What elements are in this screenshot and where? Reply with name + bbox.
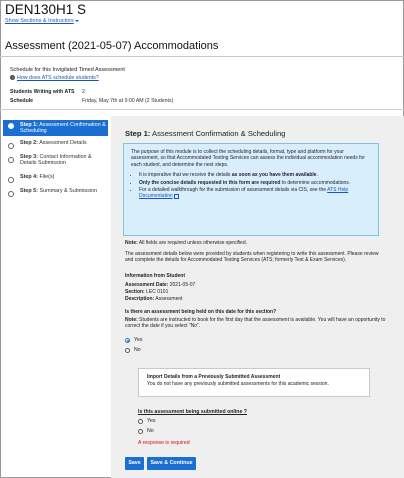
ats-help-link-label: How does ATS schedule students? [17,75,99,81]
step-heading [125,129,285,138]
step-label: Summary & Submission [39,188,98,194]
radio-icon[interactable] [138,419,143,424]
info-bullet: • It is imperative that we receive the details as soon as you have them available. [139,172,371,178]
ats-help-documentation-link[interactable]: ATS Help Documentation [139,187,349,200]
info-intro: The purpose of this module is to collect the scheduling details, format, type and platform for your assessment, so that Accommodated Testing Services can assess the individual accommodation needs for each student, and determine the next steps. [131,149,365,168]
info-bullet: • Only the concise details requested in this form are required to determine accommodations. [139,180,371,186]
step-prefix: Step 1: [20,122,38,128]
radio-checked-icon[interactable] [125,338,130,343]
main-content [111,116,404,478]
step-label: Assessment Confirmation & Scheduling [20,122,106,134]
step-label: Assessment Details [39,140,87,146]
held-yes-option[interactable]: Yes [125,337,142,343]
students-writing-value: 2 [82,89,85,95]
online-yes-option[interactable]: Yes [138,418,155,424]
online-no-option[interactable]: No [138,428,154,434]
step-circle-icon [8,177,14,183]
step-prefix: Step 4: [20,174,38,180]
info-from-student-heading: Information from Student [125,273,185,279]
step-label: File(s) [39,174,55,180]
description-field: Description: Assessment [125,296,183,302]
step-circle-icon [8,123,14,129]
schedule-title: Schedule for this Invigilated Timed Assessment [10,67,125,73]
step-circle-icon [8,157,14,163]
import-title: Import Details from a Previously Submitted Assessment [147,374,281,380]
held-question-note: Note: Students are instructed to book for the first day that the assessment is available. You will have an opportunity to correct the date if you select "No". [125,317,386,330]
held-no-option[interactable]: No [125,347,141,353]
course-code: DEN130H1 S [5,2,87,17]
online-question: Is this assessment being submitted online ? [138,409,247,415]
page-title: Assessment (2021-05-07) Accommodations [5,40,219,52]
show-sections-label: Show Sections & Instructors [5,18,74,24]
external-link-icon [174,194,179,199]
step-prefix: Step 2: [20,140,38,146]
schedule-value: Friday, May 7th at 9:00 AM (2 Students) [82,98,174,104]
steps-sidebar [0,116,110,478]
divider [0,56,404,57]
ats-help-link[interactable] [10,75,99,81]
radio-icon[interactable] [125,348,130,353]
step-5-item[interactable] [3,188,108,194]
import-text: You do not have any previously submitted assessments for this academic session. [147,380,329,387]
import-details-box [138,368,370,397]
question-icon: ? [11,75,14,81]
step-2-item[interactable] [3,140,108,146]
step-prefix: Step 3: [20,154,38,160]
show-sections-link[interactable] [5,18,79,24]
students-writing-label: Students Writing with ATS [10,89,75,95]
section-field: Section: LEC 0101 [125,289,169,295]
schedule-label: Schedule [10,98,34,104]
radio-icon[interactable] [138,429,143,434]
save-button[interactable]: Save [125,457,144,470]
caret-down-icon [75,20,79,22]
divider [0,109,404,110]
step-prefix: Step 5: [20,188,38,194]
assessment-date-field: Assessment Date: 2021-05-07 [125,282,196,288]
step-1-item[interactable] [3,120,108,136]
save-continue-button[interactable]: Save & Continue [147,457,196,470]
step-circle-icon [8,191,14,197]
provided-details-text: The assessment details below were provided by students when registering to write this assessment. Please review and complete the details for Accommodated Testing Services (ATS; formerly Test & Exam Services). [125,251,379,264]
step-3-item[interactable] [3,154,108,166]
step-heading-prefix: Step 1: [125,129,151,138]
info-bullet: • For a detailed walkthrough for the submission of assessment details via CIS, see the ATS Help Documentation [139,187,371,200]
error-message: A response is required [138,440,190,446]
step-label: Contact Information & Details Submission [20,154,92,166]
step-heading-text: Assessment Confirmation & Scheduling [152,129,286,138]
step-4-item[interactable] [3,174,108,180]
required-note: Note: All fields are required unless otherwise specified. [125,240,248,246]
held-question: Is there an assessment being held on this date for this section? [125,309,277,315]
info-box [123,143,379,236]
step-circle-icon [8,143,14,149]
